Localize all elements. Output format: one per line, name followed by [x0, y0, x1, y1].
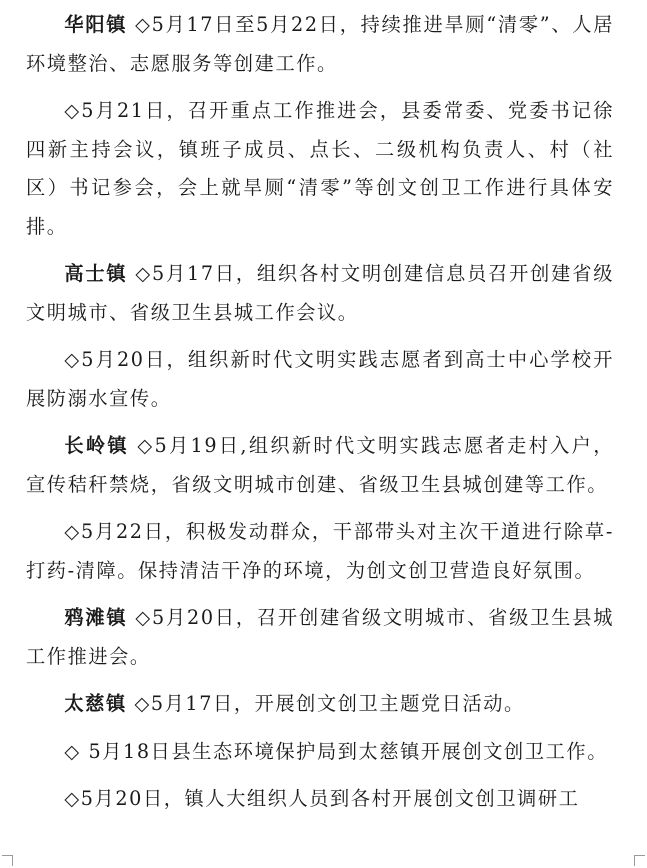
paragraph-text: ◇5月22日，积极发动群众，干部带头对主次干道进行除草-打药-清障。保持清洁干净的环境，为创文创卫营造良好氛围。: [26, 520, 614, 582]
paragraph-text: ◇5月20日，召开创建省级文明城市、省级卫生县城工作推进会。: [26, 606, 614, 668]
paragraph-taici-3: [26, 780, 614, 819]
town-name: 高士镇: [64, 262, 128, 285]
town-name: 鸦滩镇: [64, 606, 128, 629]
page-corner-mark-right: [634, 855, 645, 866]
paragraph-gaoshi-2: [26, 341, 614, 418]
town-name: 华阳镇: [64, 13, 128, 36]
paragraph-text: ◇5月17日，组织各村文明创建信息员召开创建省级文明城市、省级卫生县城工作会议。: [26, 262, 614, 324]
paragraph-text: ◇5月20日，组织新时代文明实践志愿者到高士中心学校开展防溺水宣传。: [26, 348, 614, 410]
paragraph-text: ◇5月17日，开展创文创卫主题党日活动。: [134, 692, 525, 715]
paragraph-text: ◇5月19日,组织新时代文明实践志愿者走村入户，宣传秸秆禁烧，省级文明城市创建、省级卫生县城创建等工作。: [26, 434, 614, 496]
paragraph-taici-2: [26, 733, 614, 772]
document-body: [26, 6, 614, 828]
town-name: 长岭镇: [64, 434, 129, 457]
paragraph-gaoshi-1: [26, 255, 614, 332]
paragraph-changling-1: [26, 427, 614, 504]
paragraph-text: ◇5月21日，召开重点工作推进会，县委常委、党委书记徐四新主持会议，镇班子成员、点长、二级机构负责人、村（社区）书记参会，会上就旱厕“清零”等创文创卫工作进行具体安排。: [26, 99, 614, 238]
page-corner-mark-left: [2, 855, 13, 866]
paragraph-huayang-2: [26, 92, 614, 246]
paragraph-text: ◇5月20日，镇人大组织人员到各村开展创文创卫调研工: [64, 787, 580, 810]
paragraph-taici-1: [26, 685, 614, 724]
paragraph-yatan-1: [26, 599, 614, 676]
paragraph-text: ◇ 5月18日县生态环境保护局到太慈镇开展创文创卫工作。: [64, 739, 608, 763]
paragraph-huayang-1: [26, 6, 614, 83]
town-name: 太慈镇: [64, 692, 127, 715]
paragraph-text: ◇5月17日至5月22日，持续推进旱厕“清零”、人居环境整治、志愿服务等创建工作。: [26, 13, 614, 75]
paragraph-changling-2: [26, 513, 614, 590]
